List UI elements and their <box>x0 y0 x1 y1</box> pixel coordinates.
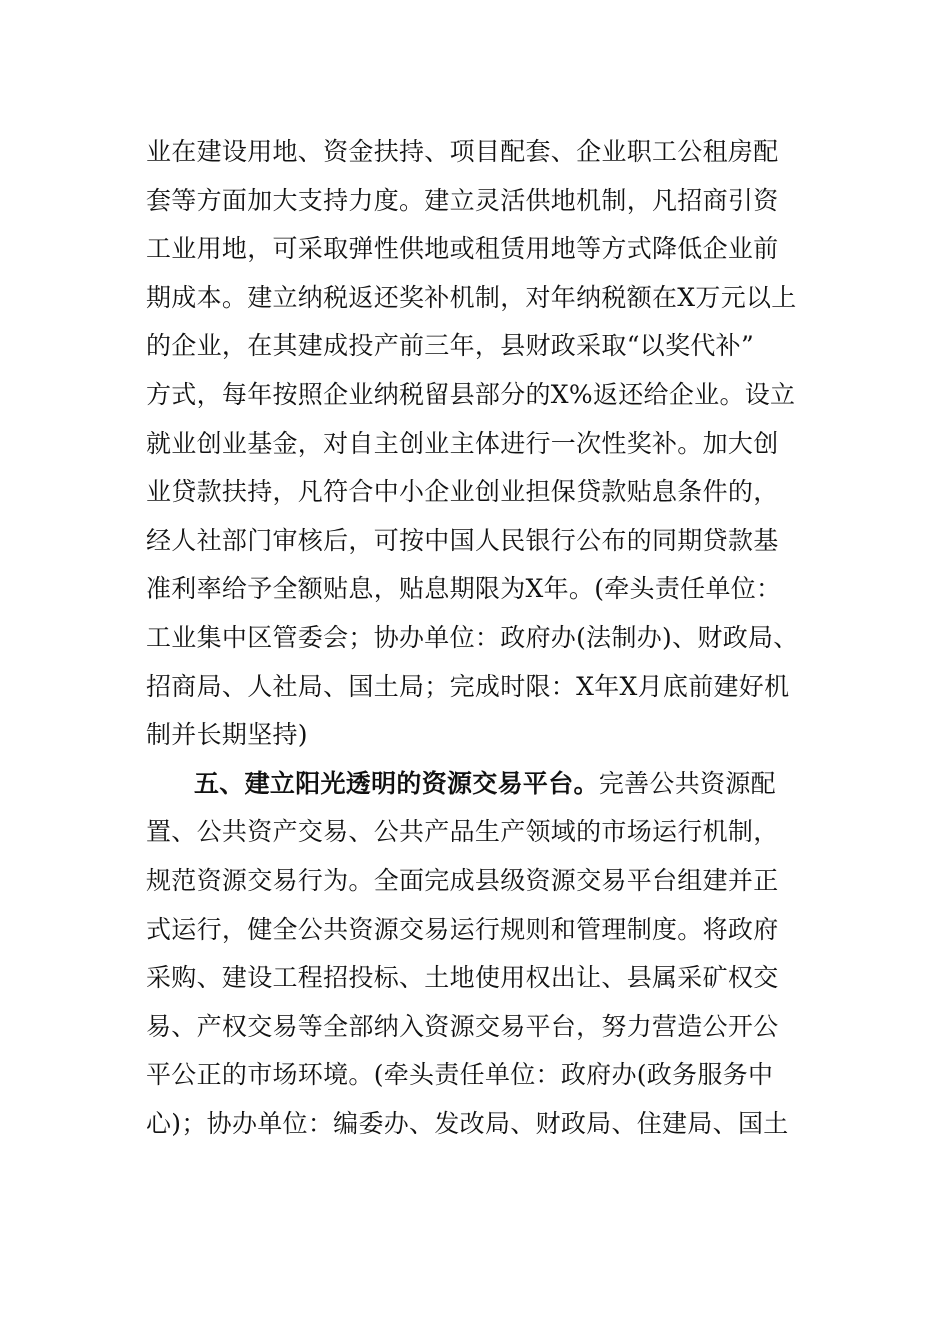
paragraph-line: 招商局、人社局、国土局；完成时限：X年X月底前建好机 <box>146 671 790 701</box>
paragraph-line: 工业用地，可采取弹性供地或租赁用地等方式降低企业前 <box>146 234 779 264</box>
paragraph-line: 平公正的市场环境。(牵头责任单位：政府办(政务服务中 <box>146 1060 774 1090</box>
paragraph-line: 套等方面加大支持力度。建立灵活供地机制，凡招商引资 <box>146 185 779 215</box>
paragraph-line: 心)；协办单位：编委办、发改局、财政局、住建局、国土 <box>146 1108 789 1138</box>
section-5-heading: 五、建立阳光透明的资源交易平台。 <box>194 768 599 798</box>
paragraph-line: 业在建设用地、资金扶持、项目配套、企业职工公租房配 <box>146 137 779 166</box>
paragraph-line: 准利率给予全额贴息，贴息期限为X年。(牵头责任单位： <box>146 574 782 604</box>
paragraph-line: 采购、建设工程招投标、土地使用权出让、县属采矿权交 <box>146 963 779 993</box>
document-body <box>146 128 816 1148</box>
paragraph-line: 方式，每年按照企业纳税留县部分的X%返还给企业。设立 <box>146 379 796 409</box>
paragraph-line: 期成本。建立纳税返还奖补机制，对年纳税额在X万元以上 <box>146 282 797 312</box>
paragraph-line: 的企业，在其建成投产前三年，县财政采取“以奖代补” <box>146 331 755 361</box>
paragraph-line: 工业集中区管委会；协办单位：政府办(法制办)、财政局、 <box>146 622 799 652</box>
paragraph-line: 业贷款扶持，凡符合中小企业创业担保贷款贴息条件的， <box>146 477 779 507</box>
paragraph-line: 规范资源交易行为。全面完成县级资源交易平台组建并正 <box>146 865 779 895</box>
section-5-first-line <box>146 760 816 809</box>
paragraph-line: 经人社部门审核后，可按中国人民银行公布的同期贷款基 <box>146 525 779 555</box>
section-5-first-line-text: 完善公共资源配 <box>598 768 776 798</box>
paragraph-line: 易、产权交易等全部纳入资源交易平台，努力营造公开公 <box>146 1011 779 1041</box>
paragraph-line: 就业创业基金，对自主创业主体进行一次性奖补。加大创 <box>146 428 779 458</box>
paragraph-line: 置、公共资产交易、公共产品生产领域的市场运行机制， <box>146 817 779 847</box>
paragraph-line: 式运行，健全公共资源交易运行规则和管理制度。将政府 <box>146 914 779 944</box>
paragraph-line: 制并长期坚持) <box>146 720 308 750</box>
